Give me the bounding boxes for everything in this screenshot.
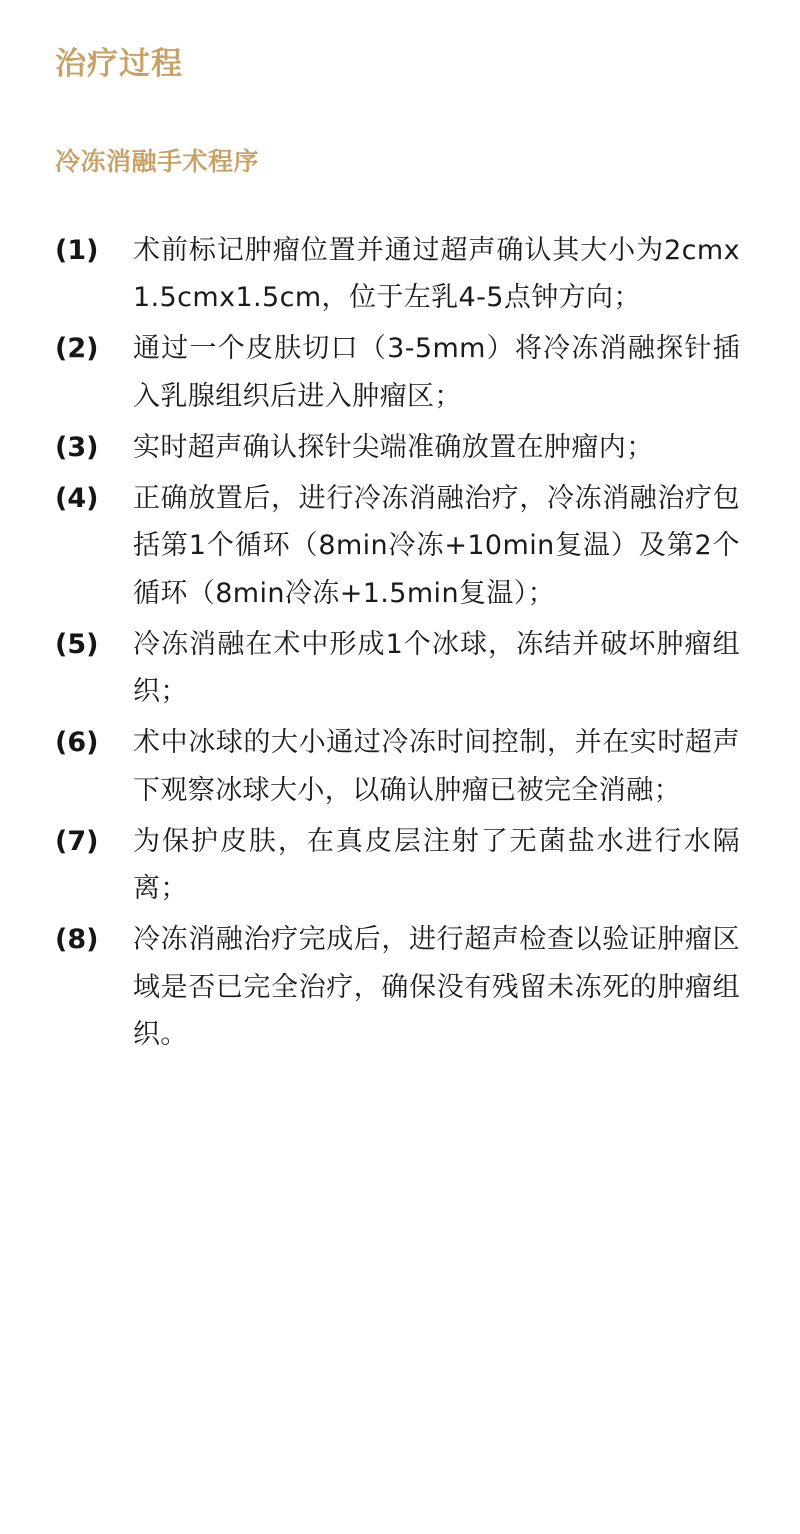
list-item <box>55 325 740 420</box>
step-text: 通过一个皮肤切口（3-5mm）将冷冻消融探针插入乳腺组织后进入肿瘤区； <box>133 333 740 412</box>
step-text: 实时超声确认探针尖端准确放置在肿瘤内； <box>133 431 654 463</box>
step-number: (2) <box>55 333 99 365</box>
list-item <box>55 424 740 471</box>
step-number: (4) <box>55 483 99 515</box>
list-item <box>55 818 740 913</box>
step-text: 术前标记肿瘤位置并通过超声确认其大小为2cmx1.5cmx1.5cm，位于左乳4-5点钟方向； <box>133 234 740 314</box>
subsection-title: 冷冻消融手术程序 <box>55 147 260 177</box>
list-item <box>55 719 740 814</box>
step-number: (7) <box>55 825 99 857</box>
list-item <box>55 916 740 1058</box>
page-title: 治疗过程 <box>55 46 183 82</box>
list-item <box>55 475 740 617</box>
step-number: (5) <box>55 628 99 660</box>
step-text: 正确放置后，进行冷冻消融治疗，冷冻消融治疗包括第1个循环（8min冷冻+10min复温）及第2个循环（8min冷冻+1.5min复温）； <box>133 483 740 609</box>
procedure-step-list <box>55 227 740 1058</box>
step-number: (1) <box>55 234 99 266</box>
step-text: 术中冰球的大小通过冷冻时间控制，并在实时超声下观察冰球大小，以确认肿瘤已被完全消融； <box>133 727 740 806</box>
step-number: (3) <box>55 431 99 463</box>
step-number: (8) <box>55 924 99 956</box>
list-item <box>55 227 740 322</box>
list-item <box>55 621 740 716</box>
step-text: 冷冻消融治疗完成后，进行超声检查以验证肿瘤区域是否已完全治疗，确保没有残留未冻死的肿瘤组织。 <box>133 924 740 1050</box>
step-text: 冷冻消融在术中形成1个冰球，冻结并破坏肿瘤组织； <box>133 628 740 708</box>
step-text: 为保护皮肤，在真皮层注射了无菌盐水进行水隔离； <box>133 825 740 905</box>
step-number: (6) <box>55 727 99 759</box>
